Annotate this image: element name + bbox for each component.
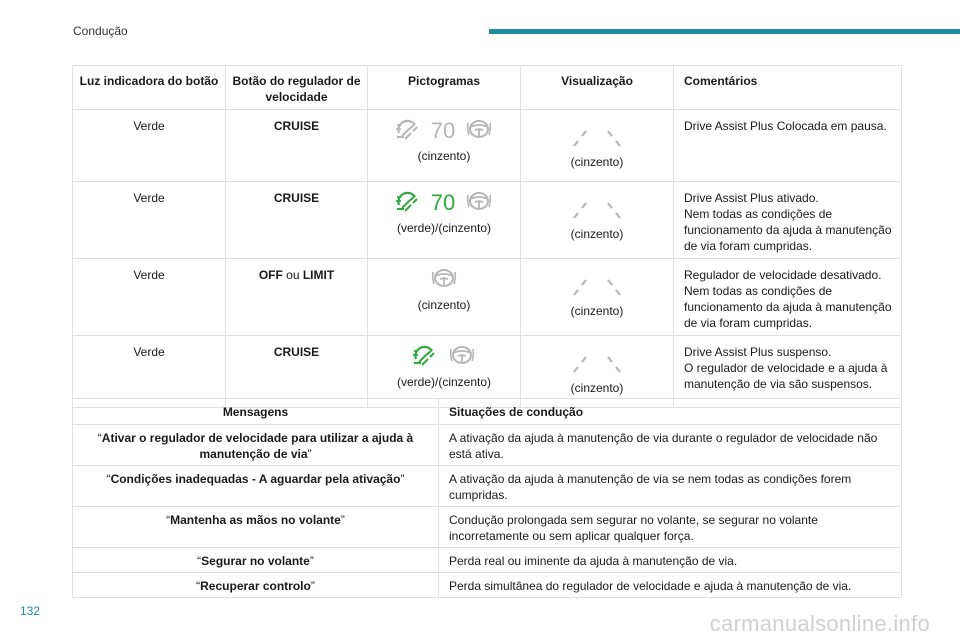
display-cell: [521, 336, 674, 408]
column-header-comments: Comentários: [674, 66, 902, 110]
indicator-light-value: Verde: [73, 259, 226, 336]
page-section-title: Condução: [73, 24, 128, 38]
button-name: OFF: [258, 268, 283, 282]
button-name: CRUISE: [273, 345, 320, 359]
comment-line: Nem todas as condições de funcionamento da ajuda à manutenção de via foram cumpridas.: [684, 207, 892, 253]
open-quote: “: [97, 431, 102, 445]
comment-line: O regulador de velocidade e a ajuda à manutenção de via são suspensos.: [684, 361, 888, 391]
steering-wheel-icon: [448, 343, 476, 371]
set-speed-value: 70: [430, 118, 456, 143]
display-caption: (cinzento): [570, 155, 624, 169]
open-quote: “: [197, 554, 202, 568]
steering-wheel-icon: [430, 266, 458, 294]
situation-cell: A ativação da ajuda à manutenção de via durante o regulador de velocidade não está ativa.: [439, 425, 902, 466]
display-cell: [521, 259, 674, 336]
column-header-situations: Situações de condução: [439, 399, 902, 425]
cruise-control-icon: [395, 117, 421, 145]
table-row: [73, 466, 902, 507]
close-quote: ”: [309, 554, 314, 568]
button-name: CRUISE: [273, 119, 320, 133]
button-name: CRUISE: [273, 191, 320, 205]
message-text: Condições inadequadas - A aguardar pela ativação: [110, 472, 401, 486]
display-caption: (cinzento): [570, 227, 624, 241]
comment-line: Drive Assist Plus Colocada em pausa.: [684, 119, 887, 133]
pictogram-cell: [368, 182, 521, 259]
display-caption: (cinzento): [570, 381, 624, 395]
message-cell: [73, 507, 439, 548]
pictogram-caption: (verde)/(cinzento): [396, 375, 492, 389]
display-cell: [521, 110, 674, 182]
message-text: Ativar o regulador de velocidade para utilizar a ajuda à manutenção de via: [101, 431, 414, 461]
pictogram-icons: [374, 342, 514, 372]
button-separator: ou: [282, 268, 303, 282]
table-row: [73, 573, 902, 598]
pictogram-caption: (verde)/(cinzento): [396, 221, 492, 235]
table-row: [73, 425, 902, 466]
table-row: [73, 182, 902, 259]
page-number: 132: [20, 604, 41, 618]
button-value: [226, 336, 368, 408]
close-quote: ”: [307, 447, 312, 461]
situation-cell: Condução prolongada sem segurar no volante, se segurar no volante incorretamente ou sem aplicar qualquer força.: [439, 507, 902, 548]
message-cell: [73, 573, 439, 598]
message-text: Recuperar controlo: [200, 579, 311, 593]
lane-markings-icon: [527, 350, 667, 376]
steering-wheel-icon: [465, 117, 493, 145]
display-cell: [521, 182, 674, 259]
comment-line: Nem todas as condições de funcionamento da ajuda à manutenção de via foram cumpridas.: [684, 284, 892, 330]
situation-cell: Perda simultânea do regulador de velocidade e ajuda à manutenção de via.: [439, 573, 902, 598]
messages-table: [72, 398, 902, 598]
table-row: [73, 507, 902, 548]
cruise-control-icon: [395, 189, 421, 217]
comment-line: Drive Assist Plus ativado.: [684, 191, 819, 205]
watermark: carmanualsonline.info: [709, 611, 930, 636]
pictogram-icons: [374, 188, 514, 218]
cruise-control-icon: [412, 343, 438, 371]
close-quote: ”: [310, 579, 315, 593]
message-text: Segurar no volante: [201, 554, 310, 568]
message-cell: [73, 425, 439, 466]
pictogram-caption: (cinzento): [417, 298, 471, 312]
column-header-button: Botão do regulador de velocidade: [226, 66, 368, 110]
pictogram-cell: [368, 110, 521, 182]
message-text: Mantenha as mãos no volante: [170, 513, 341, 527]
display-caption: (cinzento): [570, 304, 624, 318]
message-cell: [73, 466, 439, 507]
table-row: [73, 110, 902, 182]
table-row: [73, 259, 902, 336]
button-value: [226, 182, 368, 259]
button-value: [226, 259, 368, 336]
button-name: LIMIT: [302, 268, 335, 282]
pictogram-cell: [368, 259, 521, 336]
situation-cell: Perda real ou iminente da ajuda à manutenção de via.: [439, 548, 902, 573]
column-header-pictograms: Pictogramas: [368, 66, 521, 110]
comment-cell: [674, 259, 902, 336]
column-header-messages: Mensagens: [73, 399, 439, 425]
comment-cell: [674, 336, 902, 408]
header-accent-bar: [489, 29, 960, 34]
pictogram-cell: [368, 336, 521, 408]
table-header-row: [73, 66, 902, 110]
pictogram-caption: (cinzento): [417, 149, 471, 163]
table-row: [73, 336, 902, 408]
pictogram-icons: [374, 116, 514, 146]
pictogram-icons: [374, 265, 514, 295]
indicator-light-value: Verde: [73, 182, 226, 259]
open-quote: “: [196, 579, 201, 593]
comment-line: Drive Assist Plus suspenso.: [684, 345, 832, 359]
column-header-display: Visualização: [521, 66, 674, 110]
indicator-light-value: Verde: [73, 336, 226, 408]
close-quote: ”: [340, 513, 345, 527]
message-cell: [73, 548, 439, 573]
table-header-row: [73, 399, 902, 425]
indicator-light-value: Verde: [73, 110, 226, 182]
open-quote: “: [166, 513, 171, 527]
close-quote: ”: [400, 472, 405, 486]
situation-cell: A ativação da ajuda à manutenção de via se nem todas as condições forem cumpridas.: [439, 466, 902, 507]
lane-markings-icon: [527, 196, 667, 222]
comment-line: Regulador de velocidade desativado.: [684, 268, 882, 282]
set-speed-value: 70: [430, 190, 456, 215]
open-quote: “: [106, 472, 111, 486]
lane-markings-icon: [527, 273, 667, 299]
steering-wheel-icon: [465, 189, 493, 217]
button-value: [226, 110, 368, 182]
comment-cell: [674, 110, 902, 182]
table-row: [73, 548, 902, 573]
comment-cell: [674, 182, 902, 259]
indicator-table: [72, 65, 902, 408]
column-header-light: Luz indicadora do botão: [73, 66, 226, 110]
lane-markings-icon: [527, 124, 667, 150]
